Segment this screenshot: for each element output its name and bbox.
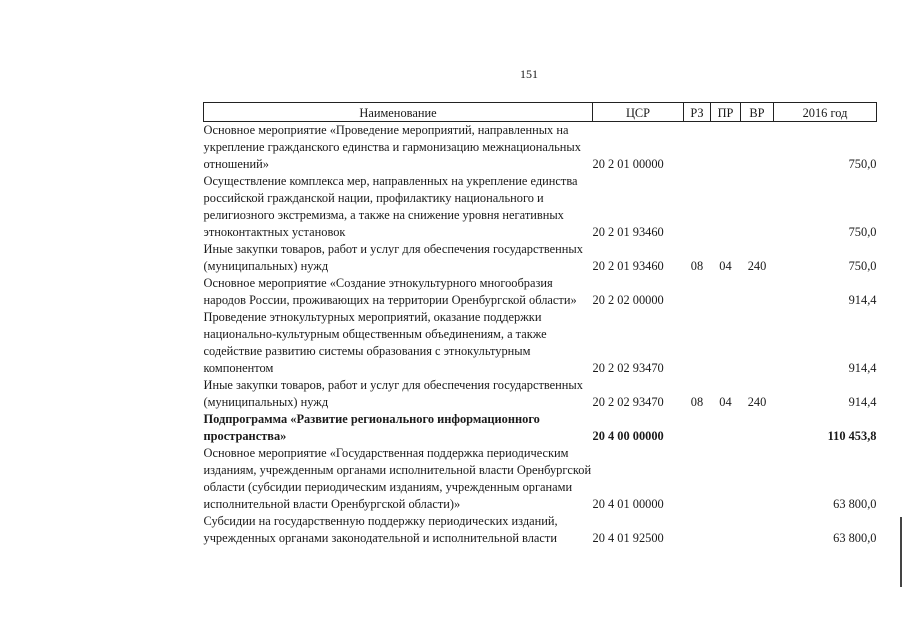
header-pr: ПР (711, 103, 741, 122)
cell-rz (684, 445, 711, 513)
header-csr: ЦСР (593, 103, 684, 122)
cell-name: Иные закупки товаров, работ и услуг для обеспечения государственных (муниципальных) нужд (203, 242, 583, 273)
cell-amount: 63 800,0 (833, 531, 877, 545)
cell-amount: 110 453,8 (827, 429, 877, 443)
cell-amount: 750,0 (848, 225, 877, 239)
cell-vr (741, 173, 774, 241)
table-row (204, 513, 877, 547)
header-year: 2016 год (774, 103, 877, 122)
cell-amount: 914,4 (848, 361, 877, 375)
cell-vr (741, 275, 774, 309)
cell-rz (684, 173, 711, 241)
cell-pr (711, 275, 741, 309)
table-row (204, 122, 877, 174)
table-row (204, 377, 877, 411)
cell-pr (711, 513, 741, 547)
cell-csr: 20 4 01 92500 (592, 531, 664, 545)
cell-amount: 63 800,0 (833, 497, 877, 511)
table-row (204, 309, 877, 377)
cell-csr: 20 2 02 93470 (592, 361, 664, 375)
cell-csr: 20 2 01 93460 (592, 259, 664, 273)
page-number: 151 (520, 67, 538, 81)
cell-rz (684, 122, 711, 174)
cell-name: Субсидии на государственную поддержку периодических изданий, учрежденных органами законодательной и исполнительной власти (203, 514, 558, 545)
cell-csr: 20 4 01 00000 (592, 497, 664, 511)
cell-amount: 750,0 (848, 157, 877, 171)
cell-pr (711, 173, 741, 241)
cell-pr (711, 122, 741, 174)
cell-amount: 914,4 (848, 395, 877, 409)
cell-name: Иные закупки товаров, работ и услуг для обеспечения государственных (муниципальных) нужд (203, 378, 583, 409)
scan-edge-mark (900, 517, 902, 587)
budget-table (203, 102, 877, 547)
cell-csr: 20 2 01 93460 (592, 225, 664, 239)
table-row (204, 445, 877, 513)
cell-csr: 20 2 02 00000 (592, 293, 664, 307)
cell-pr (711, 445, 741, 513)
cell-vr (741, 309, 774, 377)
header-name: Наименование (204, 103, 593, 122)
cell-amount: 750,0 (848, 259, 877, 273)
cell-vr (741, 411, 774, 445)
cell-name: Осуществление комплекса мер, направленных на укрепление единства российской гражданской нации, профилактику национального и религиозного экстремизма, а также на снижение уровня негативных этноконтактных установок (203, 174, 578, 239)
cell-rz (684, 411, 711, 445)
cell-vr (741, 122, 774, 174)
cell-rz: 08 (690, 259, 704, 273)
header-vr: ВР (741, 103, 774, 122)
cell-name: Основное мероприятие «Проведение мероприятий, направленных на укрепление гражданского единства и гармонизацию межнациональных отношений» (203, 123, 581, 171)
cell-vr: 240 (747, 259, 767, 273)
cell-csr: 20 2 01 00000 (592, 157, 664, 171)
cell-pr: 04 (719, 395, 732, 409)
cell-vr (741, 445, 774, 513)
table-row (204, 411, 877, 445)
cell-pr: 04 (719, 259, 732, 273)
cell-pr (711, 411, 741, 445)
cell-name: Основное мероприятие «Создание этнокультурного многообразия народов России, проживающих на территории Оренбургской области» (203, 276, 577, 307)
table-row (204, 173, 877, 241)
table-row (204, 275, 877, 309)
cell-rz: 08 (690, 395, 704, 409)
cell-name: Проведение этнокультурных мероприятий, оказание поддержки национально-культурным общественным объединениям, а также содействие развитию системы образования с этнокультурным компонентом (203, 310, 547, 375)
header-rz: РЗ (684, 103, 711, 122)
cell-rz (684, 275, 711, 309)
cell-vr (741, 513, 774, 547)
table-row (204, 241, 877, 275)
cell-amount: 914,4 (848, 293, 877, 307)
cell-vr: 240 (747, 395, 767, 409)
cell-csr: 20 4 00 00000 (592, 429, 664, 443)
cell-rz (684, 309, 711, 377)
cell-name: Подпрограмма «Развитие регионального информационного пространства» (203, 412, 540, 443)
cell-rz (684, 513, 711, 547)
cell-pr (711, 309, 741, 377)
cell-csr: 20 2 02 93470 (592, 395, 664, 409)
table-header-row (204, 103, 877, 122)
cell-name: Основное мероприятие «Государственная поддержка периодическим изданиям, учрежденным органами исполнительной власти Оренбургской области (субсидии периодическим изданиям, учрежденным органами исполнительной власти Оренбургской области)» (203, 446, 592, 511)
